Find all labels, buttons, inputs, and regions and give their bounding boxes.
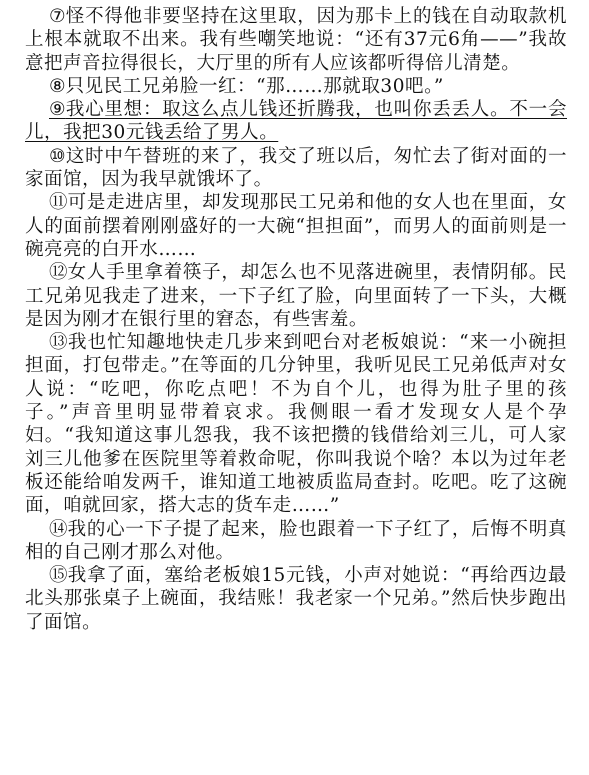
paragraph-text: 女人手里拿着筷子，却怎么也不见落进碗里，表情阴郁。民工兄弟见我走了进来，一下子红了脸，向里面转了一下头，大概是因为刚才在银行里的窘态，有些害羞。	[25, 262, 567, 330]
paragraph-8	[25, 75, 567, 98]
paragraph-7	[25, 5, 567, 75]
paragraph-15	[25, 564, 567, 634]
paragraph-10	[25, 145, 567, 192]
paragraph-text: 这时中午替班的来了，我交了班以后，匆忙去了街对面的一家面馆，因为我早就饿坏了。	[25, 145, 567, 191]
paragraph-text: 只见民工兄弟脸一红：“那……那就取30吧。”	[65, 75, 444, 97]
paragraph-12	[25, 261, 567, 331]
paragraph-number: ⑮	[49, 565, 68, 587]
paragraph-text-underlined: 我心里想：取这么点儿钱还折腾我，也叫你丢丢人。不一会儿，我把30元钱丢给了男人。	[25, 99, 567, 144]
paragraph-number: ⑭	[49, 518, 68, 540]
paragraph-9	[25, 98, 567, 145]
paragraph-text: 我的心一下子提了起来，脸也跟着一下子红了，后悔不明真相的自己刚才那么对他。	[25, 518, 567, 563]
paragraph-13	[25, 331, 567, 517]
paragraph-text: 可是走进店里，却发现那民工兄弟和他的女人也在里面，女人的面前摆着刚刚盛好的一大碗“担担面”，而男人的面前则是一碗亮亮的白开水……	[25, 192, 567, 260]
paragraph-text: 我也忙知趣地快走几步来到吧台对老板娘说：“来一小碗担担面，打包带走。”在等面的几分钟里，我听见民工兄弟低声对女人说：“吃吧，你吃点吧！不为自个儿，也得为肚子里的孩子。”声音里明显带着哀求。我侧眼一看才发现女人是个孕妇。“我知道这事儿怨我，我不该把攒的钱借给刘三儿，可人家刘三儿他爹在医院里等着救命呢，你叫我说个啥？本以为过年老板还能给咱发两千，谁知道工地被质监局查封。吃吧。吃了这碗面，咱就回家，搭大志的货车走……”	[25, 332, 567, 517]
paragraph-number: ⑫	[49, 262, 68, 284]
paragraph-number: ⑬	[49, 332, 69, 354]
paragraph-14	[25, 518, 567, 565]
paragraph-11	[25, 191, 567, 261]
paragraph-number: ⑩	[49, 145, 66, 167]
paragraph-number: ⑧	[49, 75, 66, 97]
paragraph-number: ⑪	[49, 192, 68, 214]
paragraph-number: ⑨	[49, 99, 66, 121]
paragraph-number: ⑦	[49, 6, 66, 27]
paragraph-text: 怪不得他非要坚持在这里取，因为那卡上的钱在自动取款机上根本就取不出来。我有些嘲笑地说：“还有37元6角——”我故意把声音拉得很长，大厅里的所有人应该都听得倍儿清楚。	[25, 6, 567, 74]
paragraph-text: 我拿了面，塞给老板娘15元钱，小声对她说：“再给西边最北头那张桌子上碗面，我结账！我老家一个兄弟。”然后快步跑出了面馆。	[25, 565, 567, 633]
